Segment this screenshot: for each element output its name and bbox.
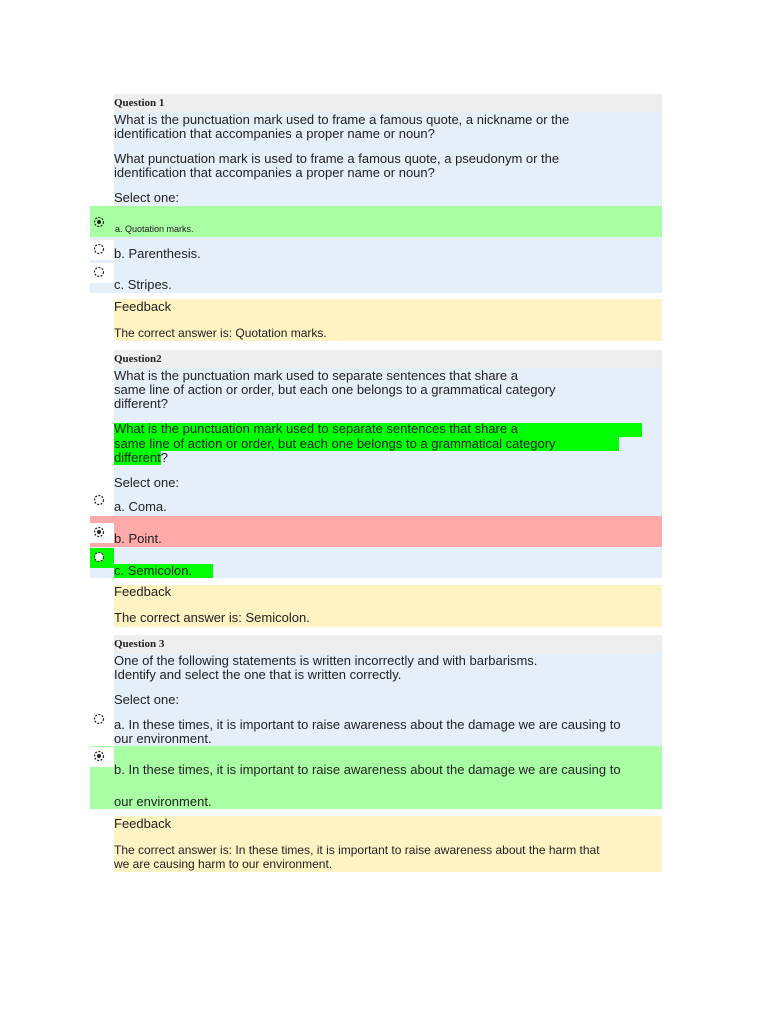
question-1-option-b-label: b. Parenthesis. xyxy=(114,246,201,261)
question-1-text2-line-1: What punctuation mark is used to frame a famous quote, a pseudonym or the xyxy=(114,151,560,166)
question-2-heading xyxy=(114,350,662,368)
question-2-text2-tail: ? xyxy=(160,450,168,465)
question-2-option-a-radio[interactable] xyxy=(90,491,114,511)
question-1-feedback-text: The correct answer is: Quotation marks. xyxy=(114,326,327,340)
question-3-option-a-label-line-1: a. In these times, it is important to raise awareness about the damage we are causing to xyxy=(114,717,621,732)
question-heading-text: Question2 xyxy=(114,353,162,365)
radio-unselected-icon xyxy=(92,242,106,256)
question-2-text-line-2: same line of action or order, but each one belongs to a grammatical category xyxy=(114,382,556,397)
question-1-option-c-radio[interactable] xyxy=(90,263,114,283)
question-3-feedback-text-line-1: The correct answer is: In these times, it is important to raise awareness about the harm that xyxy=(114,843,600,857)
question-2-option-c-label: c. Semicolon. xyxy=(114,563,193,578)
radio-selected-icon xyxy=(92,749,106,763)
question-3-option-b-label-line-1: b. In these times, it is important to raise awareness about the damage we are causing to xyxy=(114,762,621,777)
question-3-option-a-radio[interactable] xyxy=(90,710,114,730)
question-2-text2-line-3 xyxy=(114,451,168,466)
radio-unselected-icon xyxy=(92,265,106,279)
question-2-text-line-1: What is the punctuation mark used to separate sentences that share a xyxy=(114,368,518,383)
question-3-option-b-radio[interactable] xyxy=(90,747,114,767)
question-1-text-line-1: What is the punctuation mark used to frame a famous quote, a nickname or the xyxy=(114,112,570,127)
question-3-option-b-label-line-2: our environment. xyxy=(114,794,212,809)
question-1-feedback-title: Feedback xyxy=(114,299,172,314)
question-2-text2-highlighted: different xyxy=(114,450,161,465)
question-heading-text: Question 1 xyxy=(114,97,165,109)
question-3-text-line-2: Identify and select the one that is written correctly. xyxy=(114,667,402,682)
question-1-option-a-label: a. Quotation marks. xyxy=(115,224,194,234)
question-1-option-a-radio[interactable] xyxy=(90,213,114,233)
question-2-option-a-label: a. Coma. xyxy=(114,499,167,514)
question-1-option-b-radio[interactable] xyxy=(90,240,114,260)
question-3-heading xyxy=(114,635,662,653)
question-3-text-line-1: One of the following statements is written incorrectly and with barbarisms. xyxy=(114,653,538,668)
question-2-text2-line-2: same line of action or order, but each one belongs to a grammatical category xyxy=(114,436,556,451)
question-2-text2-line-1: What is the punctuation mark used to separate sentences that share a xyxy=(114,421,518,436)
question-heading-text: Question 3 xyxy=(114,638,165,650)
radio-selected-icon xyxy=(92,215,106,229)
question-2-option-c-radio[interactable] xyxy=(90,548,114,568)
radio-unselected-icon xyxy=(92,493,106,507)
question-1-select-label: Select one: xyxy=(114,190,180,205)
question-1-text2-line-2: identification that accompanies a proper name or noun? xyxy=(114,165,435,180)
question-1-option-c-label: c. Stripes. xyxy=(114,277,172,292)
radio-unselected-icon xyxy=(92,712,106,726)
question-2-option-b-radio[interactable] xyxy=(90,523,114,543)
question-2-feedback-text: The correct answer is: Semicolon. xyxy=(114,610,310,625)
question-2-option-b-row[interactable] xyxy=(90,516,662,547)
question-3-select-label: Select one: xyxy=(114,692,180,707)
question-1-text-line-2: identification that accompanies a proper name or noun? xyxy=(114,126,435,141)
question-3-feedback-text-line-2: we are causing harm to our environment. xyxy=(114,857,333,871)
question-1-option-c-row[interactable] xyxy=(90,265,662,293)
radio-selected-icon xyxy=(92,525,106,539)
question-3-feedback-title: Feedback xyxy=(114,816,172,831)
radio-unselected-icon xyxy=(92,550,106,564)
question-1-heading xyxy=(114,94,662,112)
question-2-feedback-title: Feedback xyxy=(114,584,172,599)
question-2-option-b-label: b. Point. xyxy=(114,531,162,546)
question-3-option-a-label-line-2: our environment. xyxy=(114,731,212,746)
question-2-select-label: Select one: xyxy=(114,475,180,490)
question-2-text-line-3: different? xyxy=(114,396,168,411)
